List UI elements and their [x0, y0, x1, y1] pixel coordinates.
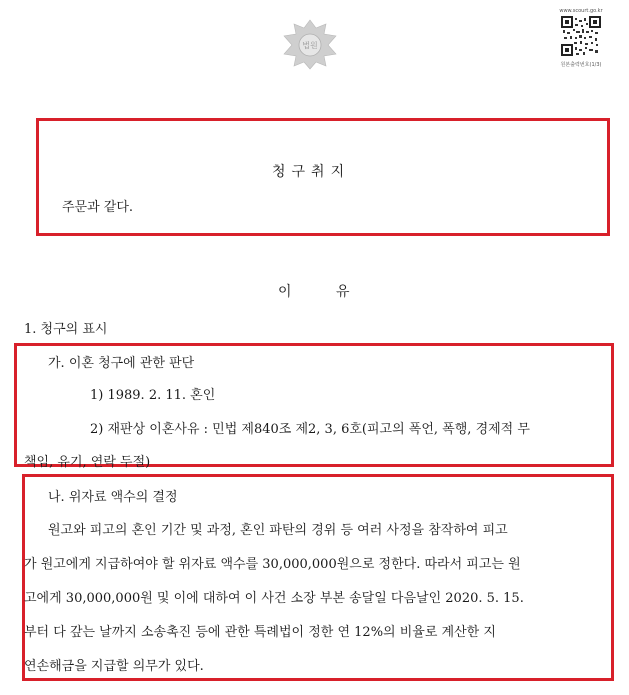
section-1-heading: 1. 청구의 표시 — [24, 322, 108, 337]
alimony-line-5: 연손해금을 지급할 의무가 있다. — [24, 659, 204, 674]
marriage-date-item: 1) 1989. 2. 11. 혼인 — [90, 388, 216, 403]
alimony-highlight-box — [22, 474, 614, 681]
court-url: www.scourt.go.kr — [559, 8, 603, 14]
alimony-heading: 나. 위자료 액수의 결정 — [48, 490, 178, 505]
alimony-line-4: 부터 다 갚는 날까지 소송촉진 등에 관한 특례법이 정한 연 12%의 비율로 계산한 지 — [24, 625, 496, 640]
divorce-grounds-line-1: 2) 재판상 이혼사유 : 민법 제840조 제2, 3, 6호(피고의 폭언, 폭행, 경제적 무 — [90, 422, 530, 437]
qr-code-icon — [561, 16, 601, 56]
alimony-line-1: 원고와 피고의 혼인 기간 및 과정, 혼인 파탄의 경위 등 여러 사정을 참작하여 피고 — [48, 523, 508, 538]
claim-body: 주문과 같다. — [62, 200, 134, 215]
divorce-grounds-line-2: 책임, 유기, 연락 두절) — [24, 455, 151, 470]
court-emblem-icon — [278, 18, 342, 70]
divorce-judgment-heading: 가. 이혼 청구에 관한 판단 — [48, 356, 195, 371]
alimony-line-3: 고에게 30,000,000원 및 이에 대하여 이 사건 소장 부본 송달일 다음날인 2020. 5. 15. — [24, 591, 524, 606]
qr-caption: 원본출력번호(1/3) — [560, 62, 602, 68]
alimony-line-2: 가 원고에게 지급하여야 할 위자료 액수를 30,000,000원으로 정한다. 따라서 피고는 원 — [24, 557, 521, 572]
reasons-title: 이 유 — [278, 284, 350, 300]
emblem-label: 법원 — [302, 41, 318, 50]
qr-block — [548, 8, 614, 68]
claim-title: 청구취지 — [272, 164, 351, 180]
